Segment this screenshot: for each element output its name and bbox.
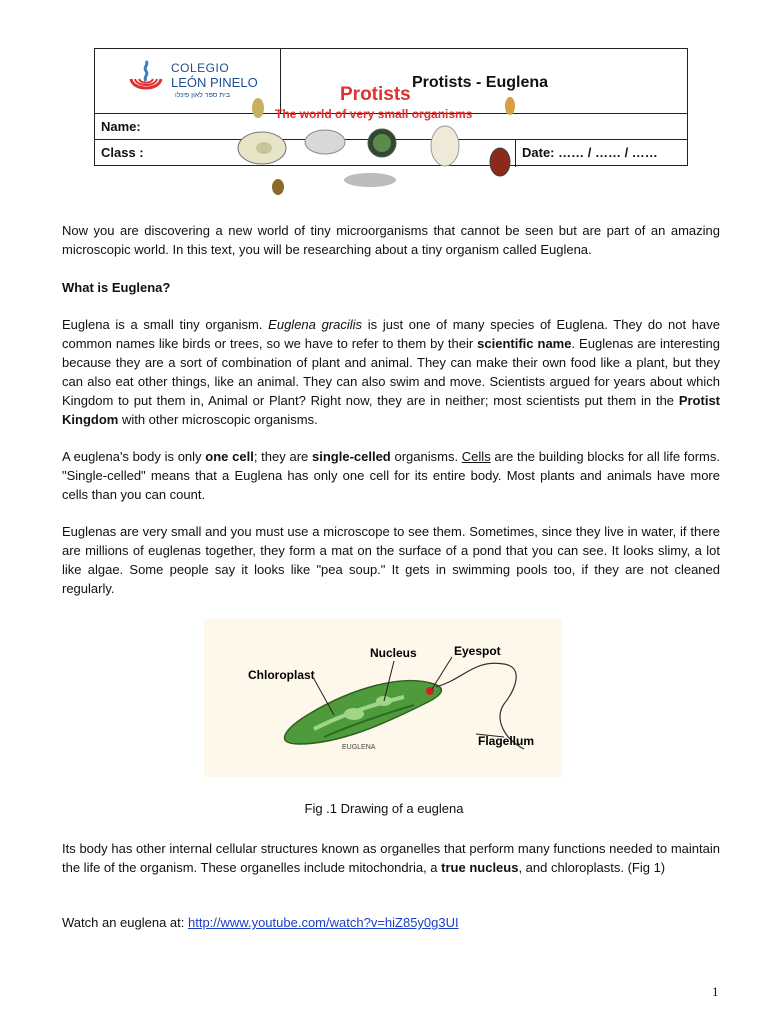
euglena-drawing-icon <box>204 619 562 777</box>
page-number: 1 <box>712 984 719 999</box>
protists-subtitle: The world of very small organisms <box>275 107 473 121</box>
p2-text-d: are the building blocks for all life forms. "Single-celled" means that a Euglena has only one cell for its entire body. Most plants and animals have more cells than you can count. <box>62 449 720 502</box>
label-chloroplast: Chloroplast <box>248 668 315 682</box>
date-box <box>515 140 687 167</box>
euglena-figure <box>204 619 562 777</box>
name-label: Name: <box>101 119 141 134</box>
p1-text-c: . Euglenas are interesting because they are a sort of combination of plant and animal. They can make their own food like a plant, but they can also eat other things, like an animal. They can also swim and move. Scientists argued for years about which Kingdom to put them in, Animal or Plant? Right now, they are in neither; most scientists put them in the <box>62 336 720 408</box>
protists-word: Protists <box>340 84 411 105</box>
p1-bold-1: scientific name <box>477 336 572 351</box>
logo-emblem-icon <box>125 57 167 101</box>
p1-text-b: is just one of many species of Euglena. They do not have common names like birds or trees, so we have to refer to them by their <box>62 317 720 351</box>
p1-bold-2: Protist Kingdom <box>62 393 720 427</box>
label-nucleus: Nucleus <box>370 646 417 660</box>
section-heading: What is Euglena? <box>62 280 171 295</box>
intro-paragraph: Now you are discovering a new world of tiny microorganisms that cannot be seen but are part of an amazing microscopic world. In this text, you will be researching about a tiny organism called Euglena. <box>62 223 720 257</box>
logo-line-3: בית ספר לאון פינלו <box>175 92 231 99</box>
p2-underline: Cells <box>461 449 491 464</box>
label-flagellum: Flagellum <box>478 734 535 748</box>
label-euglena: EUGLENA <box>342 744 376 751</box>
label-eyespot: Eyespot <box>454 644 501 658</box>
p2-text-c: organisms. <box>390 449 462 464</box>
p2-text-a: A euglena's body is only <box>62 449 206 464</box>
paragraph-1 <box>62 315 720 429</box>
p5-text: Watch an euglena at: <box>62 915 188 930</box>
p2-bold-1: one cell <box>205 449 254 464</box>
p1-italic: Euglena gracilis <box>268 317 363 332</box>
p4-text-b: , and chloroplasts. (Fig 1) <box>518 860 666 875</box>
p2-text-b: ; they are <box>253 449 312 464</box>
logo-line-2: LEÓN PINELO <box>171 75 258 90</box>
figure-caption: Fig .1 Drawing of a euglena <box>304 801 464 816</box>
p4-text-a: Its body has other internal cellular structures known as organelles that perform many functions needed to maintain the life of the organism. These organelles include mitochondria, a <box>62 841 720 875</box>
document-title: Protists - Euglena <box>412 74 549 91</box>
p1-text-a: Euglena is a small tiny organism. <box>62 317 269 332</box>
date-label: Date: …… / …… / …… <box>522 145 658 160</box>
paragraph-4 <box>62 839 720 877</box>
logo-line-1: COLEGIO <box>171 61 230 75</box>
paragraph-5 <box>62 913 720 932</box>
paragraph-2 <box>62 447 720 504</box>
paragraph-3: Euglenas are very small and you must use a microscope to see them. Sometimes, since they live in water, if there are millions of euglenas together, they form a mat on the surface of a pond that you can see. It looks slimy, a lot like algae. Some people say it looks like "pea soup." It gets in swimming pools too, if they are not cleaned regularly. <box>62 524 720 596</box>
class-label: Class : <box>101 145 144 160</box>
youtube-link[interactable]: http://www.youtube.com/watch?v=hiZ85y0g3UI <box>188 915 459 930</box>
p2-bold-2: single-celled <box>312 449 391 464</box>
p4-bold: true nucleus <box>441 860 519 875</box>
p1-text-d: with other microscopic organisms. <box>118 412 318 427</box>
